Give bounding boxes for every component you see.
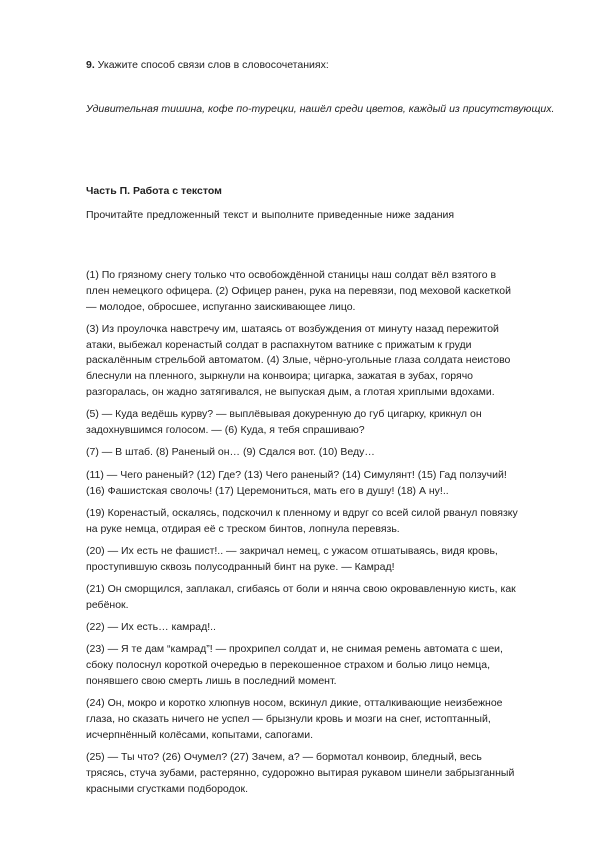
paragraph: (11) — Чего раненый? (12) Где? (13) Чего раненый? (14) Симулянт! (15) Гад ползучий! (16) Фашистская сволочь! (17) Церемониться, мать его в душу! (18) А ну!.. bbox=[86, 468, 507, 497]
task-9 bbox=[86, 58, 329, 72]
paragraph: (21) Он сморщился, заплакал, сгибаясь от боли и нянча свою окровавленную кисть, как ребёнок. bbox=[86, 583, 516, 611]
task-example-phrases: Удивительная тишина, кофе по-турецки, нашёл среди цветов, каждый из присутствующих. bbox=[86, 103, 555, 115]
paragraph: (20) — Их есть не фашист!.. — закричал немец, с ужасом отшатываясь, видя кровь, проступившую сквозь полусодранный бинт на руке. — Камрад! bbox=[86, 544, 498, 573]
text-body bbox=[86, 268, 518, 804]
paragraph: (19) Коренастый, оскалясь, подскочил к пленному и вдруг со всей силой рванул повязку на руке немца, отдирая её с треском бинтов, лопнула перевязь. bbox=[86, 506, 518, 535]
paragraph: (24) Он, мокро и коротко хлюпнув носом, вскинул дикие, отталкивающие неизбежное глаза, но сказать ничего не успел — брызнули кровь и мозги на снег, истоптанный, исчерпнённый колёсами, копытами, сапогами. bbox=[86, 697, 503, 741]
paragraph: (1) По грязному снегу только что освобождённой станицы наш солдат вёл взятого в плен немецкого офицера. (2) Офицер ранен, рука на перевязи, под меховой каскеткой — молодое, обросшее, испуганно заискивающее лицо. bbox=[86, 269, 511, 313]
paragraph: (23) — Я те дам “камрад”! — прохрипел солдат и, не снимая ремень автомата с шеи, сбоку полоснул короткой очередью в перекошенное страхом и болью лицо немца, понявшего свою смерть лишь в последний момент. bbox=[86, 643, 503, 688]
paragraph: (3) Из проулочка навстречу им, шатаясь от возбуждения от минуту назад пережитой атаки, выбежал коренастый солдат в распахнутом ватнике с прижатым к груди раскалённым стрельбой автоматом. (4) Злые, чёрно-угольные глаза солдата неистово блеснули на пленного, зыркнули на конвоира; цигарка, зажатая в зубах, горячо разгоралась, он жадно затягивался, не выпуская дым, а глотая хриплыми вдохами. bbox=[86, 322, 511, 399]
part-title: Часть П. Работа с текстом bbox=[86, 185, 222, 197]
task-text: Укажите способ связи слов в словосочетаниях: bbox=[94, 59, 329, 71]
task-number: 9. bbox=[86, 59, 95, 71]
part-instruction: Прочитайте предложенный текст и выполните приведенные ниже задания bbox=[86, 209, 455, 221]
paragraph: (5) — Куда ведёшь курву? — выплёвывая докуренную до губ цигарку, крикнул он задохнувшимся голосом. — (6) Куда, я тебя спрашиваю? bbox=[86, 408, 482, 437]
paragraph: (22) — Их есть… камрад!.. bbox=[86, 621, 216, 634]
paragraph: (7) — В штаб. (8) Раненый он… (9) Сдался вот. (10) Веду… bbox=[86, 446, 375, 459]
paragraph: (25) — Ты что? (26) Очумел? (27) Зачем, а? — бормотал конвоир, бледный, весь трясясь, стуча зубами, растерянно, судорожно вытирая рукавом шинели забрызганный красными сгустками подбородок. bbox=[86, 751, 515, 795]
